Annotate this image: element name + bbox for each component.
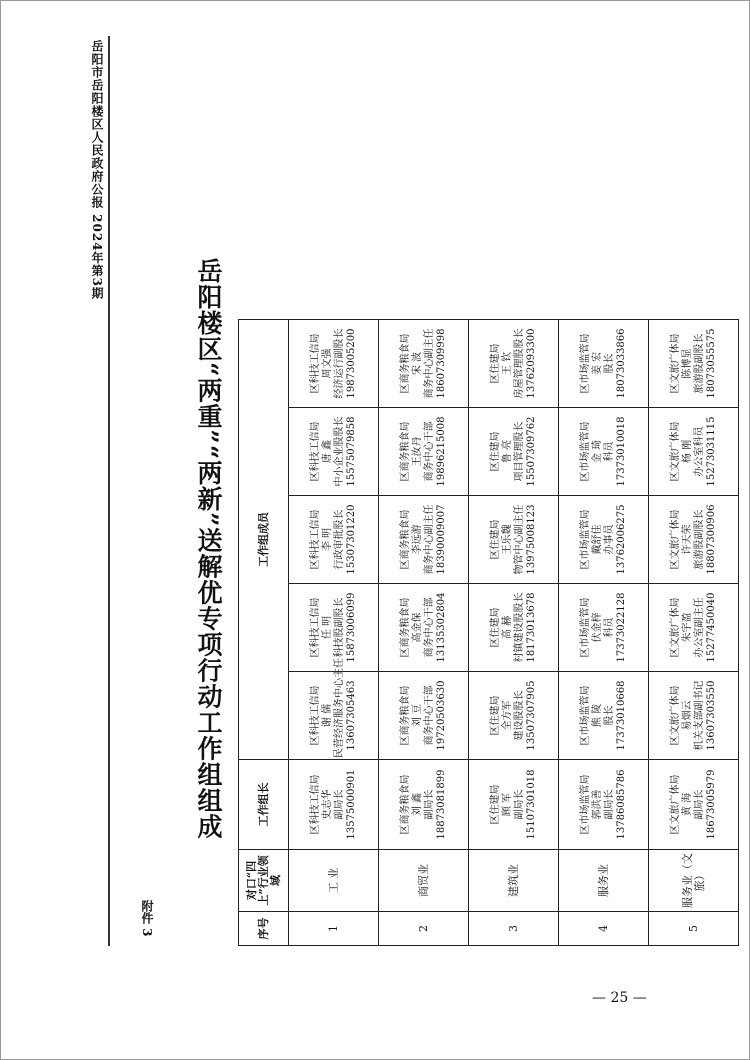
document-title: 岳阳楼区“两重”“两新”送解优专项行动工作组组成 <box>194 258 223 840</box>
cell-line: 区住建局 <box>489 431 501 472</box>
cell-line: 区文旅广体局 <box>669 421 681 482</box>
cell-line: 区市场监管局 <box>579 333 591 394</box>
cell-line: 18673005979 <box>705 769 717 840</box>
cell-line: 刘 豆 <box>411 703 423 728</box>
member-cell <box>379 408 469 496</box>
member-cell <box>559 496 649 584</box>
header-seq: 序号 <box>239 912 289 946</box>
member-cell <box>559 672 649 760</box>
member-cell <box>379 496 469 584</box>
cell-line: 副局长 <box>693 789 705 820</box>
member-cell <box>469 319 559 407</box>
member-cell <box>649 672 739 760</box>
cell-line: 19720503630 <box>435 680 447 751</box>
table-body <box>289 319 739 945</box>
member-cell <box>649 584 739 672</box>
cell-line: 13575000901 <box>345 769 357 840</box>
cell-line: 17373010018 <box>615 416 627 487</box>
cell-line: 史志华 <box>321 789 333 820</box>
cell-line: 商务中心干部 <box>423 421 435 482</box>
member-cell <box>469 672 559 760</box>
cell-line: 18607309998 <box>435 328 447 399</box>
cell-line: 许天荣 <box>681 524 693 555</box>
member-cell <box>469 408 559 496</box>
cell-line: 15107301018 <box>525 769 537 840</box>
cell-line: 鲁 亮 <box>501 439 513 464</box>
member-cell <box>559 408 649 496</box>
cell-line: 中小企业股股长 <box>333 416 345 487</box>
cell-line: 顾 军 <box>501 792 513 817</box>
cell-line: 区科技工信局 <box>309 685 321 746</box>
cell-line: 区文旅广体局 <box>669 597 681 658</box>
cell-line: 18173013678 <box>525 592 537 663</box>
row-field: 商贸业 <box>379 850 469 912</box>
cell-line: 区科技工信局 <box>309 421 321 482</box>
leader-cell <box>289 760 379 850</box>
cell-line: 区科技工信局 <box>309 509 321 570</box>
cell-line: 区市场监管局 <box>579 597 591 658</box>
cell-line: 区住建局 <box>489 343 501 384</box>
cell-line: 17373022128 <box>615 592 627 663</box>
cell-line: 旅游股副股长 <box>693 509 705 570</box>
member-cell <box>469 584 559 672</box>
member-cell <box>379 584 469 672</box>
cell-line: 区科技工信局 <box>309 597 321 658</box>
cell-line: 区住建局 <box>489 519 501 560</box>
cell-line: 15307301220 <box>345 504 357 575</box>
cell-line: 副局长 <box>603 789 615 820</box>
cell-line: 熊 陵 <box>591 703 603 728</box>
table-row <box>289 319 379 945</box>
row-field: 服务业 <box>559 850 649 912</box>
header-leader: 工作组长 <box>239 760 289 850</box>
header-rule <box>108 36 110 946</box>
leader-cell <box>469 760 559 850</box>
cell-line: 区商务粮食局 <box>399 597 411 658</box>
member-cell <box>649 496 739 584</box>
member-cell <box>379 319 469 407</box>
cell-line: 物管中心副主任 <box>513 504 525 575</box>
cell-line: 刘 鑫 <box>411 792 423 817</box>
cell-line: 机关支部副书记 <box>693 680 705 751</box>
table-row <box>649 319 739 945</box>
member-cell <box>289 658 379 760</box>
row-seq: 4 <box>559 912 649 946</box>
cell-line: 区住建局 <box>489 695 501 736</box>
table-container <box>238 320 738 946</box>
cell-line: 15507309762 <box>525 416 537 487</box>
member-cell <box>469 496 559 584</box>
table-row <box>559 319 649 945</box>
cell-line: 科技股副股长 <box>333 597 345 658</box>
cell-line: 民营经济服务中心主任 <box>333 658 345 758</box>
cell-line: 区科技工信局 <box>309 333 321 394</box>
cell-line: 办公室副主任 <box>693 597 705 658</box>
cell-line: 王乐魏 <box>501 524 513 555</box>
cell-line: 区文旅广体局 <box>669 333 681 394</box>
cell-line: 区市场监管局 <box>579 509 591 570</box>
cell-line: 区科技工信局 <box>309 774 321 835</box>
member-cell <box>649 408 739 496</box>
cell-line: 谢 儒 <box>321 703 333 728</box>
cell-line: 伏金梓 <box>591 612 603 643</box>
cell-line: 区商务粮食局 <box>399 421 411 482</box>
cell-line: 区商务粮食局 <box>399 685 411 746</box>
cell-line: 区文旅广体局 <box>669 774 681 835</box>
cell-line: 李 明 <box>321 527 333 552</box>
cell-line: 唐 鑫 <box>321 439 333 464</box>
page-number: — 25 — <box>592 990 647 1006</box>
cell-line: 宋 波 <box>411 351 423 376</box>
cell-line: 区市场监管局 <box>579 685 591 746</box>
leader-cell <box>379 760 469 850</box>
table-row <box>469 319 559 945</box>
cell-line: 13607305463 <box>345 680 357 751</box>
cell-line: 18073033866 <box>615 328 627 399</box>
cell-line: 全方军 <box>501 700 513 731</box>
cell-line: 股长 <box>603 705 615 726</box>
row-seq: 3 <box>469 912 559 946</box>
cell-line: 金 琦 <box>591 439 603 464</box>
table-row <box>379 319 469 945</box>
cell-line: 项目管理股长 <box>513 421 525 482</box>
row-seq: 5 <box>649 912 739 946</box>
cell-line: 15277450040 <box>705 592 717 663</box>
cell-line: 13975008123 <box>525 504 537 575</box>
cell-line: 18807300906 <box>705 504 717 575</box>
cell-line: 陈博显 <box>681 348 693 379</box>
cell-line: 经济运行副股长 <box>333 328 345 399</box>
cell-line: 18390009007 <box>435 504 447 575</box>
cell-line: 18873081899 <box>435 769 447 840</box>
cell-line: 区住建局 <box>489 607 501 648</box>
cell-line: 郭洪善 <box>591 789 603 820</box>
cell-line: 13762006275 <box>615 504 627 575</box>
cell-line: 区市场监管局 <box>579 421 591 482</box>
cell-line: 19873005200 <box>345 328 357 399</box>
cell-line: 13786085786 <box>615 769 627 840</box>
cell-line: 王 钦 <box>501 351 513 376</box>
member-cell <box>289 496 379 584</box>
cell-line: 周文强 <box>321 348 333 379</box>
header-field: 对口“四上”行业领域 <box>239 850 289 912</box>
cell-line: 商务中心副主任 <box>423 504 435 575</box>
member-cell <box>379 672 469 760</box>
running-header: 岳阳市岳阳楼区人民政府公报 2024年第3期 <box>90 40 104 300</box>
cell-line: 商务中心干部 <box>423 597 435 658</box>
member-cell <box>289 319 379 407</box>
cell-line: 股长 <box>603 353 615 374</box>
cell-line: 建设股股长 <box>513 690 525 741</box>
work-group-table <box>238 319 739 946</box>
member-cell <box>559 584 649 672</box>
cell-line: 办公室科员 <box>693 426 705 477</box>
cell-line: 副局长 <box>423 789 435 820</box>
cell-line: 房屋管理股股长 <box>513 328 525 399</box>
header-members: 工作组成员 <box>239 319 289 759</box>
cell-line: 村镇建设股股长 <box>513 592 525 663</box>
cell-line: 科员 <box>603 441 615 462</box>
table-header-row <box>239 319 289 945</box>
cell-line: 区文旅广体局 <box>669 509 681 570</box>
cell-line: 区住建局 <box>489 784 501 825</box>
row-seq: 1 <box>289 912 379 946</box>
cell-line: 杨 刚 <box>681 439 693 464</box>
cell-line: 19896215008 <box>435 416 447 487</box>
cell-line: 15575079858 <box>345 416 357 487</box>
row-seq: 2 <box>379 912 469 946</box>
row-field: 建筑业 <box>469 850 559 912</box>
cell-line: 戴舒佳 <box>591 524 603 555</box>
cell-line: 13135302804 <box>435 592 447 663</box>
cell-line: 13607303550 <box>705 680 717 751</box>
cell-line: 商务中心干部 <box>423 685 435 746</box>
row-field: 服务业（文旅） <box>649 850 739 912</box>
cell-line: 科员 <box>603 617 615 638</box>
cell-line: 18073055575 <box>705 328 717 399</box>
cell-line: 区商务粮食局 <box>399 774 411 835</box>
cell-line: 15873006099 <box>345 592 357 663</box>
row-field: 工 业 <box>289 850 379 912</box>
cell-line: 13762093300 <box>525 328 537 399</box>
cell-line: 姜 宏 <box>591 351 603 376</box>
cell-line: 副局长 <box>513 789 525 820</box>
cell-line: 易烟云 <box>681 700 693 731</box>
leader-cell <box>559 760 649 850</box>
cell-line: 办事员 <box>603 524 615 555</box>
cell-line: 高 赫 <box>501 615 513 640</box>
member-cell <box>559 319 649 407</box>
cell-line: 区市场监管局 <box>579 774 591 835</box>
cell-line: 17373010668 <box>615 680 627 751</box>
cell-line: 区商务粮食局 <box>399 509 411 570</box>
cell-line: 朱宇盈 <box>681 612 693 643</box>
cell-line: 王汝丹 <box>411 436 423 467</box>
member-cell <box>649 319 739 407</box>
cell-line: 商务中心副主任 <box>423 328 435 399</box>
cell-line: 高金保 <box>411 612 423 643</box>
attachment-label: 附件 3 <box>140 900 154 937</box>
cell-line: 副局长 <box>333 789 345 820</box>
cell-line: 任 明 <box>321 615 333 640</box>
leader-cell <box>649 760 739 850</box>
cell-line: 旅游股副股长 <box>693 333 705 394</box>
cell-line: 15273031115 <box>705 416 717 487</box>
cell-line: 李远游 <box>411 524 423 555</box>
cell-line: 区商务粮食局 <box>399 333 411 394</box>
cell-line: 区文旅广体局 <box>669 685 681 746</box>
cell-line: 行政审批股长 <box>333 509 345 570</box>
cell-line: 黄 海 <box>681 792 693 817</box>
member-cell <box>289 408 379 496</box>
cell-line: 13507307905 <box>525 680 537 751</box>
